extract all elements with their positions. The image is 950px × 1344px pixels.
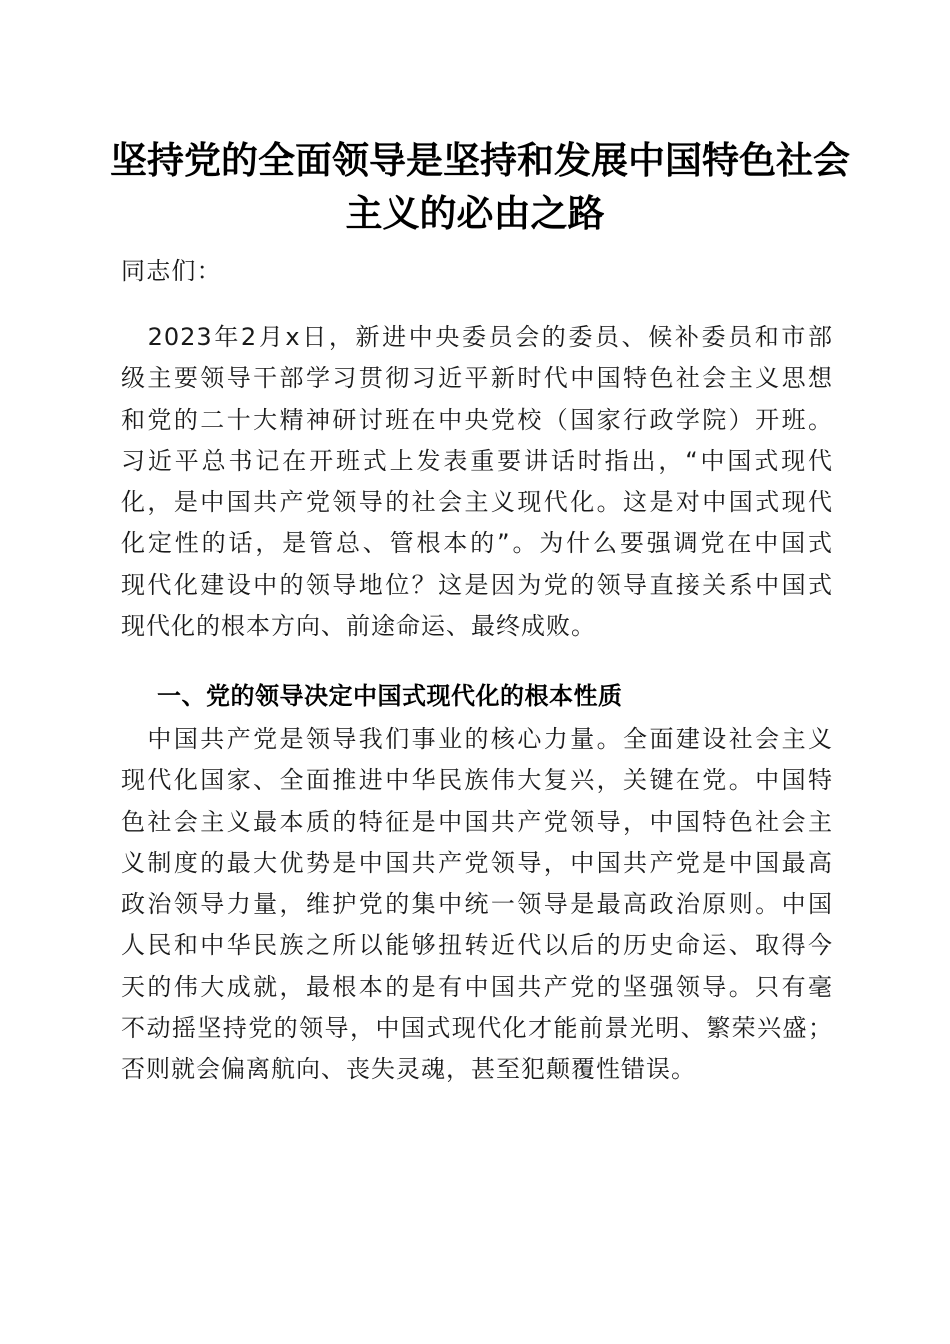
- intro-paragraph: [121, 317, 833, 647]
- document-title: [110, 134, 850, 240]
- title-line-1: 坚持党的全面领导是坚持和发展中国特色社会: [110, 138, 850, 182]
- intro-line: 习近平总书记在开班式上发表重要讲话时指出，“中国式现代: [121, 446, 833, 475]
- section-1-paragraph: [121, 719, 833, 1091]
- intro-line: 现代化建设中的领导地位？这是因为党的领导直接关系中国式: [121, 570, 833, 599]
- title-line-2: 主义的必由之路: [345, 191, 605, 235]
- intro-line: 化定性的话，是管总、管根本的”。为什么要强调党在中国式: [121, 529, 833, 558]
- intro-line: 级主要领导干部学习贯彻习近平新时代中国特色社会主义思想: [121, 364, 833, 393]
- intro-line: 现代化的根本方向、前途命运、最终成败。: [121, 612, 596, 641]
- intro-line: 化，是中国共产党领导的社会主义现代化。这是对中国式现代: [121, 488, 833, 517]
- section-1-line: 人民和中华民族之所以能够扭转近代以后的历史命运、取得今: [121, 931, 833, 960]
- intro-line: 2023年2月x日，新进中央委员会的委员、候补委员和市部: [121, 323, 833, 351]
- section-1-line: 色社会主义最本质的特征是中国共产党领导，中国特色社会主: [121, 807, 833, 836]
- intro-line: 和党的二十大精神研讨班在中央党校（国家行政学院）开班。: [121, 405, 833, 434]
- section-1-line: 中国共产党是领导我们事业的核心力量。全面建设社会主义: [121, 725, 833, 753]
- section-1-line: 义制度的最大优势是中国共产党领导，中国共产党是中国最高: [121, 848, 833, 877]
- section-1-line: 否则就会偏离航向、丧失灵魂，甚至犯颠覆性错误。: [121, 1055, 696, 1084]
- section-1-line: 政治领导力量，维护党的集中统一领导是最高政治原则。中国: [121, 890, 833, 919]
- section-1-line: 现代化国家、全面推进中华民族伟大复兴，关键在党。中国特: [121, 766, 833, 795]
- section-1-line: 天的伟大成就，最根本的是有中国共产党的坚强领导。只有毫: [121, 972, 833, 1001]
- section-1-line: 不动摇坚持党的领导，中国式现代化才能前景光明、繁荣兴盛；: [121, 1014, 833, 1043]
- salutation: 同志们：: [121, 257, 222, 285]
- section-1-heading: 一、党的领导决定中国式现代化的根本性质: [157, 682, 623, 710]
